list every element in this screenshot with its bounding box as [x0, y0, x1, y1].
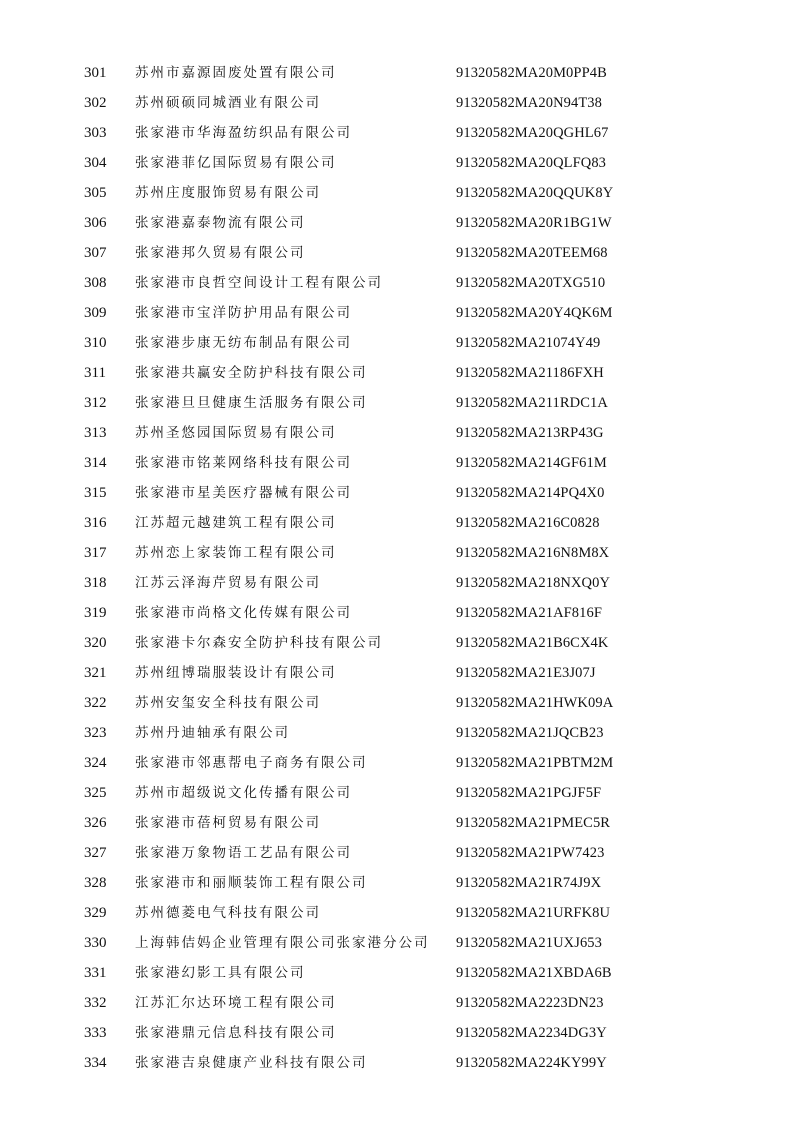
company-name: 张家港嘉泰物流有限公司 [135, 215, 306, 231]
row-number: 323 [84, 725, 107, 741]
list-item [0, 958, 793, 988]
list-item [0, 688, 793, 718]
company-name: 张家港菲亿国际贸易有限公司 [135, 155, 337, 171]
row-number: 330 [84, 935, 107, 951]
company-name: 苏州安玺安全科技有限公司 [135, 695, 321, 711]
row-number: 332 [84, 995, 107, 1011]
credit-code: 91320582MA21AF816F [456, 605, 603, 621]
row-number: 325 [84, 785, 107, 801]
credit-code: 91320582MA224KY99Y [456, 1055, 607, 1071]
row-number: 317 [84, 545, 107, 561]
row-number: 315 [84, 485, 107, 501]
list-item [0, 628, 793, 658]
list-item [0, 88, 793, 118]
list-item [0, 388, 793, 418]
list-item [0, 928, 793, 958]
company-name: 张家港卡尔森安全防护科技有限公司 [135, 635, 383, 651]
credit-code: 91320582MA21PGJF5F [456, 785, 602, 801]
company-name: 苏州德菱电气科技有限公司 [135, 905, 321, 921]
list-item [0, 448, 793, 478]
row-number: 305 [84, 185, 107, 201]
row-number: 331 [84, 965, 107, 981]
row-number: 324 [84, 755, 107, 771]
row-number: 322 [84, 695, 107, 711]
company-name: 上海韩佶妈企业管理有限公司张家港分公司 [135, 935, 430, 951]
company-list [0, 58, 793, 1078]
company-name: 江苏汇尔达环境工程有限公司 [135, 995, 337, 1011]
company-name: 张家港幻影工具有限公司 [135, 965, 306, 981]
company-name: 张家港共赢安全防护科技有限公司 [135, 365, 368, 381]
list-item [0, 118, 793, 148]
company-name: 苏州丹迪轴承有限公司 [135, 725, 290, 741]
company-name: 苏州恋上家装饰工程有限公司 [135, 545, 337, 561]
credit-code: 91320582MA20TEEM68 [456, 245, 608, 261]
row-number: 302 [84, 95, 107, 111]
credit-code: 91320582MA21E3J07J [456, 665, 596, 681]
company-name: 江苏云泽海芹贸易有限公司 [135, 575, 321, 591]
credit-code: 91320582MA21R74J9X [456, 875, 602, 891]
company-name: 张家港市蓓柯贸易有限公司 [135, 815, 321, 831]
credit-code: 91320582MA20N94T38 [456, 95, 602, 111]
credit-code: 91320582MA218NXQ0Y [456, 575, 611, 591]
list-item [0, 868, 793, 898]
list-item [0, 58, 793, 88]
list-item [0, 478, 793, 508]
company-name: 张家港万象物语工艺品有限公司 [135, 845, 352, 861]
credit-code: 91320582MA21B6CX4K [456, 635, 609, 651]
company-name: 苏州圣悠园国际贸易有限公司 [135, 425, 337, 441]
credit-code: 91320582MA21XBDA6B [456, 965, 612, 981]
row-number: 327 [84, 845, 107, 861]
list-item [0, 838, 793, 868]
list-item [0, 238, 793, 268]
credit-code: 91320582MA21URFK8U [456, 905, 611, 921]
list-item [0, 328, 793, 358]
list-item [0, 568, 793, 598]
credit-code: 91320582MA216N8M8X [456, 545, 610, 561]
row-number: 308 [84, 275, 107, 291]
company-name: 张家港市宝洋防护用品有限公司 [135, 305, 352, 321]
row-number: 328 [84, 875, 107, 891]
list-item [0, 718, 793, 748]
credit-code: 91320582MA214PQ4X0 [456, 485, 605, 501]
list-item [0, 748, 793, 778]
credit-code: 91320582MA20QQUK8Y [456, 185, 614, 201]
row-number: 318 [84, 575, 107, 591]
row-number: 301 [84, 65, 107, 81]
company-name: 张家港步康无纺布制品有限公司 [135, 335, 352, 351]
list-item [0, 808, 793, 838]
list-item [0, 208, 793, 238]
credit-code: 91320582MA213RP43G [456, 425, 604, 441]
credit-code: 91320582MA20R1BG1W [456, 215, 612, 231]
list-item [0, 298, 793, 328]
row-number: 312 [84, 395, 107, 411]
row-number: 304 [84, 155, 107, 171]
company-name: 张家港市华海盈纺织品有限公司 [135, 125, 352, 141]
row-number: 320 [84, 635, 107, 651]
credit-code: 91320582MA21074Y49 [456, 335, 601, 351]
company-name: 张家港市尚格文化传媒有限公司 [135, 605, 352, 621]
credit-code: 91320582MA214GF61M [456, 455, 607, 471]
company-name: 江苏超元越建筑工程有限公司 [135, 515, 337, 531]
list-item [0, 148, 793, 178]
row-number: 306 [84, 215, 107, 231]
row-number: 319 [84, 605, 107, 621]
list-item [0, 1048, 793, 1078]
credit-code: 91320582MA21JQCB23 [456, 725, 604, 741]
company-name: 张家港市邻惠帮电子商务有限公司 [135, 755, 368, 771]
company-name: 苏州市超级说文化传播有限公司 [135, 785, 352, 801]
list-item [0, 658, 793, 688]
credit-code: 91320582MA20TXG510 [456, 275, 606, 291]
row-number: 311 [84, 365, 106, 381]
list-item [0, 418, 793, 448]
credit-code: 91320582MA21PW7423 [456, 845, 605, 861]
row-number: 333 [84, 1025, 107, 1041]
company-name: 苏州市嘉源固废处置有限公司 [135, 65, 337, 81]
credit-code: 91320582MA20QLFQ83 [456, 155, 607, 171]
company-name: 张家港吉泉健康产业科技有限公司 [135, 1055, 368, 1071]
list-item [0, 778, 793, 808]
credit-code: 91320582MA20QGHL67 [456, 125, 609, 141]
list-item [0, 1018, 793, 1048]
list-item [0, 988, 793, 1018]
row-number: 307 [84, 245, 107, 261]
company-name: 张家港市星美医疗器械有限公司 [135, 485, 352, 501]
company-name: 苏州硕硕同城酒业有限公司 [135, 95, 321, 111]
row-number: 326 [84, 815, 107, 831]
row-number: 303 [84, 125, 107, 141]
credit-code: 91320582MA21186FXH [456, 365, 604, 381]
row-number: 321 [84, 665, 107, 681]
credit-code: 91320582MA21PBTM2M [456, 755, 614, 771]
company-name: 张家港市和丽顺装饰工程有限公司 [135, 875, 368, 891]
company-name: 张家港鼎元信息科技有限公司 [135, 1025, 337, 1041]
credit-code: 91320582MA2223DN23 [456, 995, 604, 1011]
credit-code: 91320582MA2234DG3Y [456, 1025, 607, 1041]
credit-code: 91320582MA216C0828 [456, 515, 600, 531]
company-name: 苏州纽博瑞服装设计有限公司 [135, 665, 337, 681]
list-item [0, 508, 793, 538]
credit-code: 91320582MA20Y4QK6M [456, 305, 613, 321]
row-number: 314 [84, 455, 107, 471]
credit-code: 91320582MA211RDC1A [456, 395, 608, 411]
company-name: 张家港市铭莱网络科技有限公司 [135, 455, 352, 471]
list-item [0, 358, 793, 388]
list-item [0, 898, 793, 928]
row-number: 334 [84, 1055, 107, 1071]
company-name: 张家港旦旦健康生活服务有限公司 [135, 395, 368, 411]
credit-code: 91320582MA21UXJ653 [456, 935, 602, 951]
row-number: 309 [84, 305, 107, 321]
company-name: 张家港市良哲空间设计工程有限公司 [135, 275, 383, 291]
row-number: 329 [84, 905, 107, 921]
list-item [0, 598, 793, 628]
list-item [0, 178, 793, 208]
credit-code: 91320582MA21PMEC5R [456, 815, 611, 831]
credit-code: 91320582MA20M0PP4B [456, 65, 607, 81]
row-number: 313 [84, 425, 107, 441]
company-name: 苏州庄度服饰贸易有限公司 [135, 185, 321, 201]
row-number: 316 [84, 515, 107, 531]
row-number: 310 [84, 335, 107, 351]
company-name: 张家港邦久贸易有限公司 [135, 245, 306, 261]
list-item [0, 268, 793, 298]
list-item [0, 538, 793, 568]
credit-code: 91320582MA21HWK09A [456, 695, 614, 711]
